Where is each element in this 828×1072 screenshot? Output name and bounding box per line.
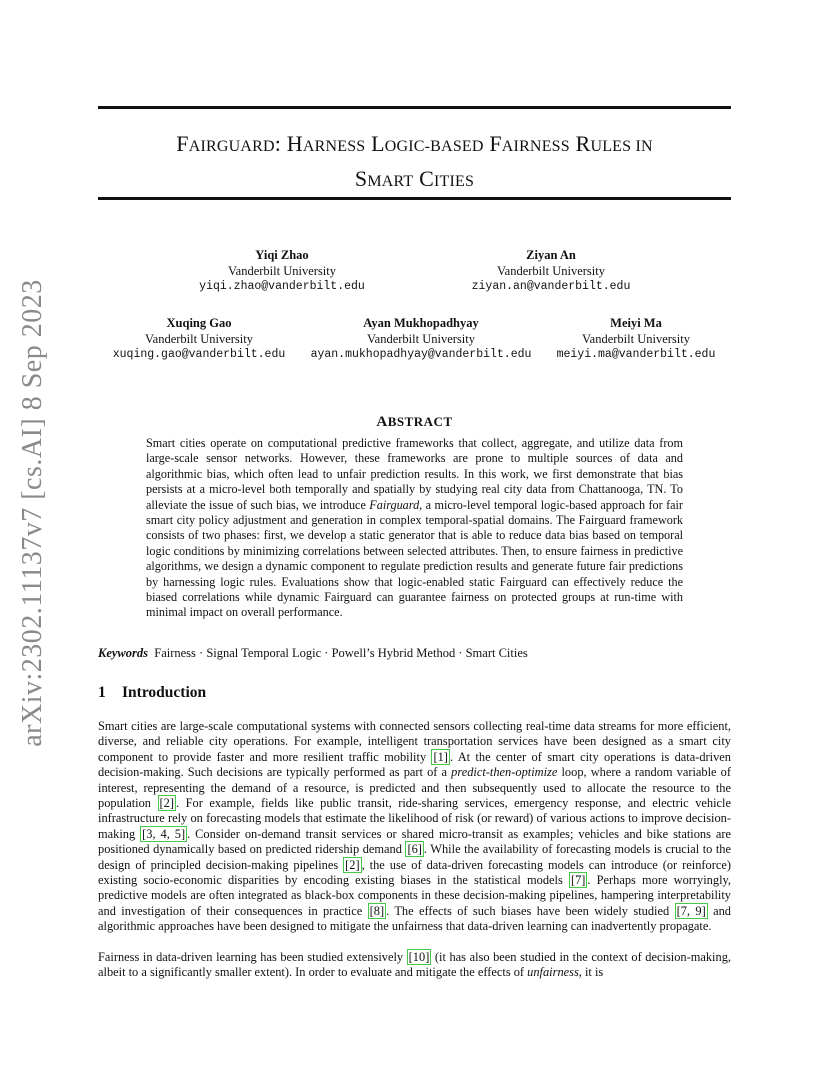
abstract-heading [98, 414, 731, 431]
title-smallcaps: AIRNESS [501, 138, 570, 155]
title-text: : [274, 131, 287, 156]
author-name: Yiqi Zhao [255, 248, 309, 262]
title-smallcaps: OGIC-BASED [384, 138, 484, 155]
citation-link[interactable]: [6] [407, 842, 422, 857]
author-email: ayan.mukhopadhyay@vanderbilt.edu [310, 348, 532, 361]
title-initial: S [354, 166, 368, 191]
title-smallcaps: AIRGUARD [188, 138, 275, 155]
title-smallcaps: ULES IN [590, 138, 653, 155]
body-text: loop, where a random variable of interest, representing the demand of a resource, is predicted and then subsequently used to allocate the resource to the population [98, 765, 731, 811]
author-email: ziyan.an@vanderbilt.edu [471, 280, 631, 293]
author-name: Ayan Mukhopadhyay [363, 316, 479, 330]
body-text: (it has also been studied in the context of decision-making, albeit to a significantly smaller extent). In order to evaluate and mitigate the effects of [98, 950, 731, 980]
citation-link[interactable]: [3, 4, 5] [142, 826, 186, 841]
title-smallcaps: ITIES [433, 173, 475, 190]
keywords-line [98, 646, 731, 661]
abstract-heading-rest: BSTRACT [387, 414, 453, 429]
paper-title [98, 128, 731, 198]
body-text: and algorithmic approaches have been designed to mitigate the unfairness that data-driven learning can inadvertently propagate. [98, 903, 731, 934]
section-title: Introduction [122, 684, 207, 701]
author-affiliation: Vanderbilt University [497, 263, 605, 278]
abstract-text: , a micro-level temporal logic-based approach for fair smart city policy adjustment and generation in complex temporal-spatial domains. The Fairguard framework consists of two phases: first, we develop a static generator that is able to reduce data bias based on temporal logic conditions by minimizing correlations between selected attributes. Then, to ensure fairness in predictive algorithms, we design a dynamic component to regulate prediction results and generate future fair predictions by harnessing logic rules. Evaluations show that logic-enabled static Fairguard can effectively reduce the biased correlations while dynamic Fairguard can guarantee fairness on protected groups at run-time with minimal impact on overall performance. [146, 497, 683, 620]
title-initial: C [419, 166, 434, 191]
author-email: xuqing.gao@vanderbilt.edu [112, 348, 286, 361]
title-smallcaps: MART [367, 173, 414, 190]
author-affiliation: Vanderbilt University [367, 331, 475, 346]
section-heading [98, 684, 206, 702]
arxiv-stamp-container [8, 278, 58, 747]
citation-link[interactable]: [8] [369, 903, 385, 918]
emphasis-text: unfairness [527, 965, 579, 980]
body-text: . While the availability of forecasting models is crucial to the design of principled decision-making pipelines [98, 842, 731, 872]
section-number: 1 [98, 684, 106, 701]
author-name: Xuqing Gao [166, 316, 232, 330]
keywords-text: Fairness · Signal Temporal Logic · Powell’s Hybrid Method · Smart Cities [154, 646, 528, 660]
author-block [506, 316, 766, 363]
body-text: . For example, fields like public transit, ride-sharing services, emergency response, and electric vehicle infrastructure rely on forecasting models that estimate the likelihood of risk (or reward) of various actions to improve decision-making [98, 796, 731, 841]
author-name: Meiyi Ma [610, 316, 662, 330]
abstract-emphasis: Fairguard [369, 497, 420, 512]
author-name: Ziyan An [526, 248, 576, 262]
title-initial: F [489, 131, 502, 156]
author-block [69, 316, 329, 363]
title-line-1 [98, 128, 731, 163]
citation-link[interactable]: [1] [433, 749, 448, 764]
author-email: meiyi.ma@vanderbilt.edu [556, 348, 716, 361]
body-text: , the use of data-driven forecasting models can introduce (or reinforce) existing socio-economic disparities by encoding existing biases in the statistical models [98, 857, 732, 888]
body-text: Fairness in data-driven learning has been studied extensively [98, 950, 407, 964]
author-block [421, 248, 681, 295]
title-initial: H [286, 131, 303, 156]
body-text: . Perhaps more worryingly, predictive models are often integrated as black-box components in these decision-making pipelines, hampering interpretability and investigation of their consequences in practice [98, 873, 731, 918]
citation-link[interactable]: [10] [408, 950, 430, 964]
keywords-label: Keywords [98, 646, 148, 660]
abstract-heading-initial: A [376, 414, 388, 430]
body-text: . Consider on-demand transit services or shared micro-transit as examples; vehicles and bike stations are positioned dynamically based on predicted ridership demand [98, 826, 732, 857]
title-smallcaps: ARNESS [302, 138, 366, 155]
author-email: yiqi.zhao@vanderbilt.edu [199, 280, 365, 293]
author-affiliation: Vanderbilt University [228, 263, 336, 278]
citation-link[interactable]: [2] [159, 796, 174, 811]
body-text: Smart cities are large-scale computational systems with connected sensors collecting real-time data streams for more efficient, diverse, and reliable city operations. For example, intelligent transportation services have been designed as a smart city component to provide faster and more resilient traffic mobility [98, 719, 731, 764]
intro-paragraph-1 [98, 719, 731, 935]
title-initial: L [371, 131, 385, 156]
author-block [152, 248, 412, 295]
citation-link[interactable]: [7, 9] [676, 903, 706, 918]
emphasis-text: predict-then-optimize [451, 765, 558, 780]
author-affiliation: Vanderbilt University [582, 331, 690, 346]
abstract-text: Smart cities operate on computational predictive frameworks that collect, aggregate, and utilize data from large-scale sensor networks. However, these frameworks are prone to multiple sources of data and algorithmic bias, which often lead to unfair prediction results. In this work, we first demonstrate that bias persists at a micro-level both temporally and spatially by studying real city data from Chattanooga, TN. To alleviate the issue of such bias, we introduce [146, 436, 683, 512]
citation-link[interactable]: [2] [345, 857, 360, 872]
body-text: , it is [578, 965, 604, 980]
title-bottom-rule [98, 197, 731, 200]
author-affiliation: Vanderbilt University [145, 331, 253, 346]
abstract-body [146, 436, 683, 621]
title-top-rule [98, 106, 731, 109]
title-initial: R [575, 131, 591, 156]
body-text: . The effects of such biases have been widely studied [386, 903, 675, 918]
title-line-2 [98, 163, 731, 198]
title-initial: F [176, 131, 189, 156]
citation-link[interactable]: [7] [570, 873, 586, 888]
arxiv-stamp: arXiv:2302.11137v7 [cs.AI] 8 Sep 2023 [17, 278, 48, 747]
intro-paragraph-2 [98, 950, 731, 981]
body-text: . At the center of smart city operations is data-driven decision-making. Such decisions are typically performed as part of a [98, 749, 731, 780]
